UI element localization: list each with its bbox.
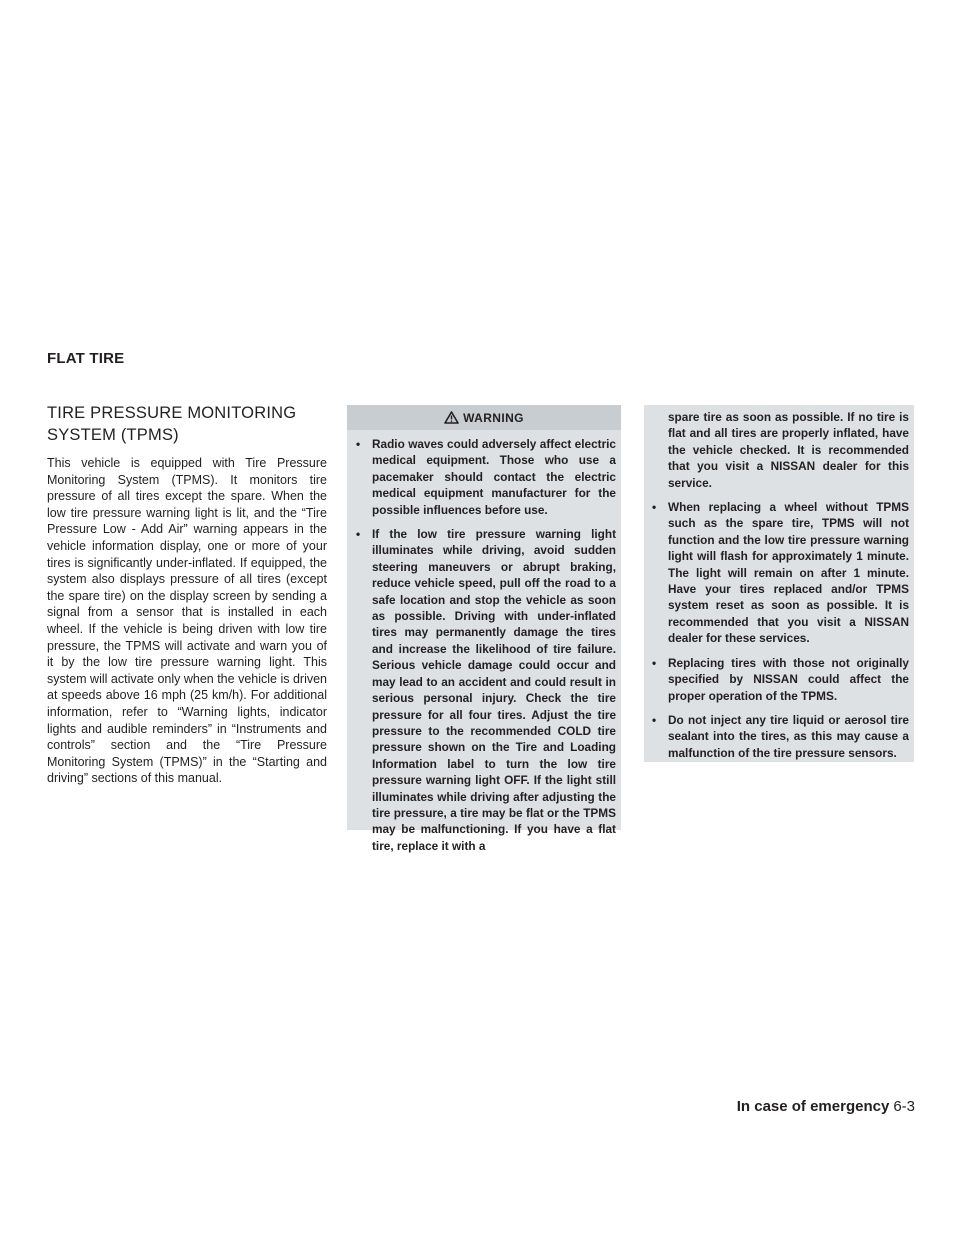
subsection-title-line1: TIRE PRESSURE MONITORING bbox=[47, 404, 297, 422]
warning-box bbox=[347, 405, 621, 853]
warning-list bbox=[347, 430, 621, 854]
warning-item: • Do not inject any tire liquid or aerosol tire sealant into the tires, as this may cause a malfunction of the tire pressure sensors. bbox=[651, 712, 909, 761]
tpms-description: This vehicle is equipped with Tire Pressure Monitoring System (TPMS). It monitors tire pressure of all tires except the spare. When the low tire pressure warning light is lit, and the “Tire Pressure Low - Add Air” warning appears in the vehicle information display, one or more of your tires is significantly under-inflated. If equipped, the system also displays pressure of all tires (except the spare tire) on the display screen by sending a signal from a sensor that is installed in each wheel. If the vehicle is being driven with low tire pressure, the TPMS will activate and warn you of it by the low tire pressure warning light. This system will activate only when the vehicle is driven at speeds above 16 mph (25 km/h). For additional information, refer to “Warning lights, indicator lights and audible reminders” in “Instruments and controls” section and the “Tire Pressure Monitoring System (TPMS)” in the “Starting and driving” sections of this manual. bbox=[47, 456, 327, 786]
chapter-name: In case of emergency bbox=[736, 1098, 890, 1115]
warning-item: • When replacing a wheel without TPMS such as the spare tire, TPMS will not function and the low tire pressure warning light will flash for approximately 1 minute. The light will remain on after 1 minute. Have your tires replaced and/or TPMS system reset as soon as possible. It is recommended that you visit a NISSAN dealer for these services. bbox=[651, 499, 909, 647]
subsection-title-line2: SYSTEM (TPMS) bbox=[47, 426, 179, 444]
warning-item: • Replacing tires with those not originally specified by NISSAN could affect the proper operation of the TPMS. bbox=[651, 655, 909, 704]
warning-item: • If the low tire pressure warning light illuminates while driving, avoid sudden steering maneuvers or abrupt braking, reduce vehicle speed, pull off the road to a safe location and stop the vehicle as soon as possible. Driving with under-inflated tires may permanently damage the tires and increase the likelihood of tire failure. Serious vehicle damage could occur and may lead to an accident and could result in serious personal injury. Check the tire pressure for all four tires. Adjust the tire pressure to the recommended COLD tire pressure shown on the Tire and Loading Information label to turn the low tire pressure warning light OFF. If the light still illuminates while driving after adjusting the tire pressure, a tire may be flat or the TPMS may be malfunctioning. If you have a flat tire, replace it with a bbox=[355, 526, 616, 854]
warning-header bbox=[347, 405, 621, 430]
warning-item: • Radio waves could adversely affect electric medical equipment. Those who use a pacemaker should contact the electric medical equipment manufacturer for the possible influences before use. bbox=[355, 436, 616, 518]
tpms-section bbox=[47, 402, 327, 787]
subsection-title bbox=[47, 402, 327, 446]
warning-box-continued bbox=[644, 405, 914, 762]
warning-item-continued: spare tire as soon as possible. If no tire is flat and all tires are properly inflated, have the vehicle checked. It is recommended that you visit a NISSAN dealer for this service. bbox=[668, 410, 909, 490]
warning-label: WARNING bbox=[463, 410, 524, 425]
warning-list-continued bbox=[644, 405, 914, 761]
warning-triangle-icon bbox=[444, 411, 459, 424]
page-footer bbox=[737, 1098, 915, 1115]
section-title: FLAT TIRE bbox=[47, 350, 125, 367]
page-number: 6-3 bbox=[893, 1098, 915, 1115]
